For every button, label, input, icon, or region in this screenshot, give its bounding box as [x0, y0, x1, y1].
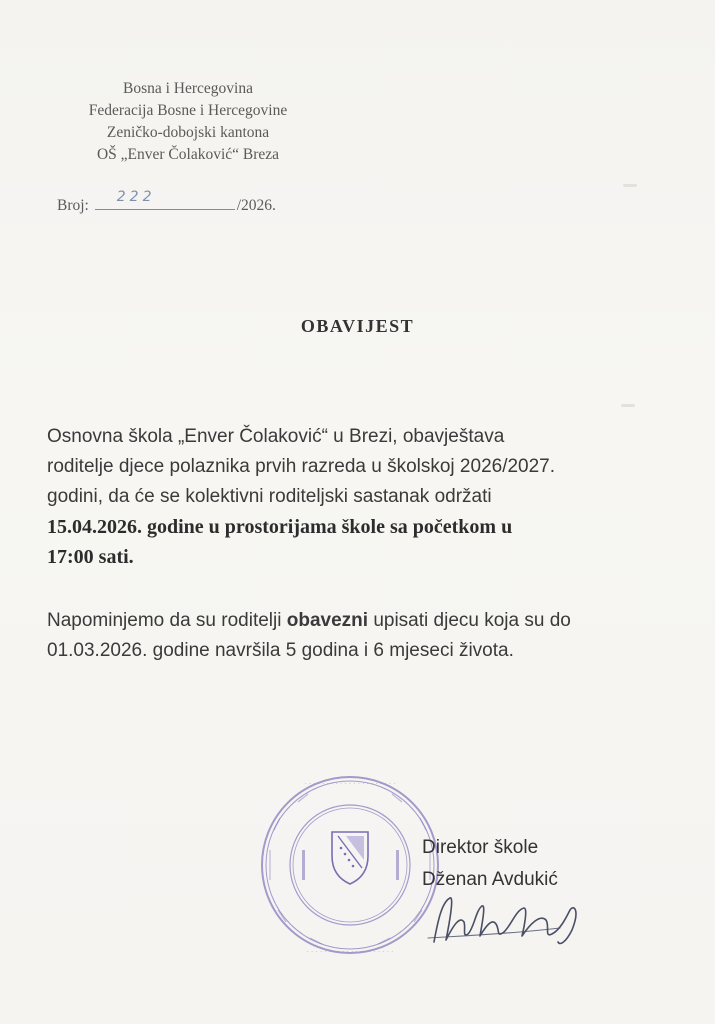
- note-text: upisati djecu koja su do: [368, 610, 571, 631]
- signatory-name: Dženan Avdukić: [422, 869, 558, 890]
- paragraph-line: roditelje djece polaznika prvih razreda u školskoj 2026/2027.: [47, 456, 556, 477]
- letterhead-line-country: Bosna i Hercegovina: [123, 80, 253, 97]
- paper-speck: [623, 184, 637, 187]
- letterhead: [58, 78, 318, 166]
- document-title: OBAVIJEST: [300, 316, 415, 336]
- letterhead-line-federation: Federacija Bosne i Hercegovine: [88, 102, 288, 119]
- paragraph-line: Osnovna škola „Enver Čolaković“ u Brezi, obavještava: [47, 426, 505, 447]
- paragraph-line: [47, 606, 667, 636]
- reference-blank: [95, 189, 235, 210]
- note-text: Napominjemo da su roditelji: [47, 610, 287, 631]
- signatory-role: Direktor škole: [422, 837, 539, 858]
- letterhead-line-canton: Zeničko-dobojski kantona: [106, 124, 270, 141]
- coat-of-arms-icon: [332, 832, 368, 884]
- note-emphasis: obavezni: [286, 610, 369, 631]
- reference-handwritten-number: 222: [116, 189, 156, 205]
- paragraph-announcement: [47, 422, 667, 572]
- svg-text:· · · · · · · · · · · · · · ·: · · · · · · · · · · · · · · · · · · · ·: [306, 948, 394, 956]
- paper-speck: [621, 404, 635, 407]
- svg-text:· · · · · · · · · · · · · · ·: · · · · · · · · · · · · · · · · · · · · ·: [304, 780, 396, 788]
- paragraph-note: [47, 606, 667, 666]
- reference-label: Broj:: [57, 197, 89, 214]
- letterhead-line-school: OŠ „Enver Čolaković“ Breza: [96, 146, 280, 163]
- paragraph-line: godini, da će se kolektivni roditeljski sastanak održati: [47, 486, 492, 507]
- reference-year: /2026.: [236, 197, 276, 214]
- handwritten-signature: [420, 880, 590, 960]
- reference-number: [57, 189, 276, 215]
- paragraph-line-time: 17:00 sati.: [47, 546, 134, 568]
- paragraph-line-date: 15.04.2026. godine u prostorijama škole sa početkom u: [47, 516, 513, 538]
- paragraph-line: 01.03.2026. godine navršila 5 godina i 6 mjeseci života.: [47, 640, 514, 661]
